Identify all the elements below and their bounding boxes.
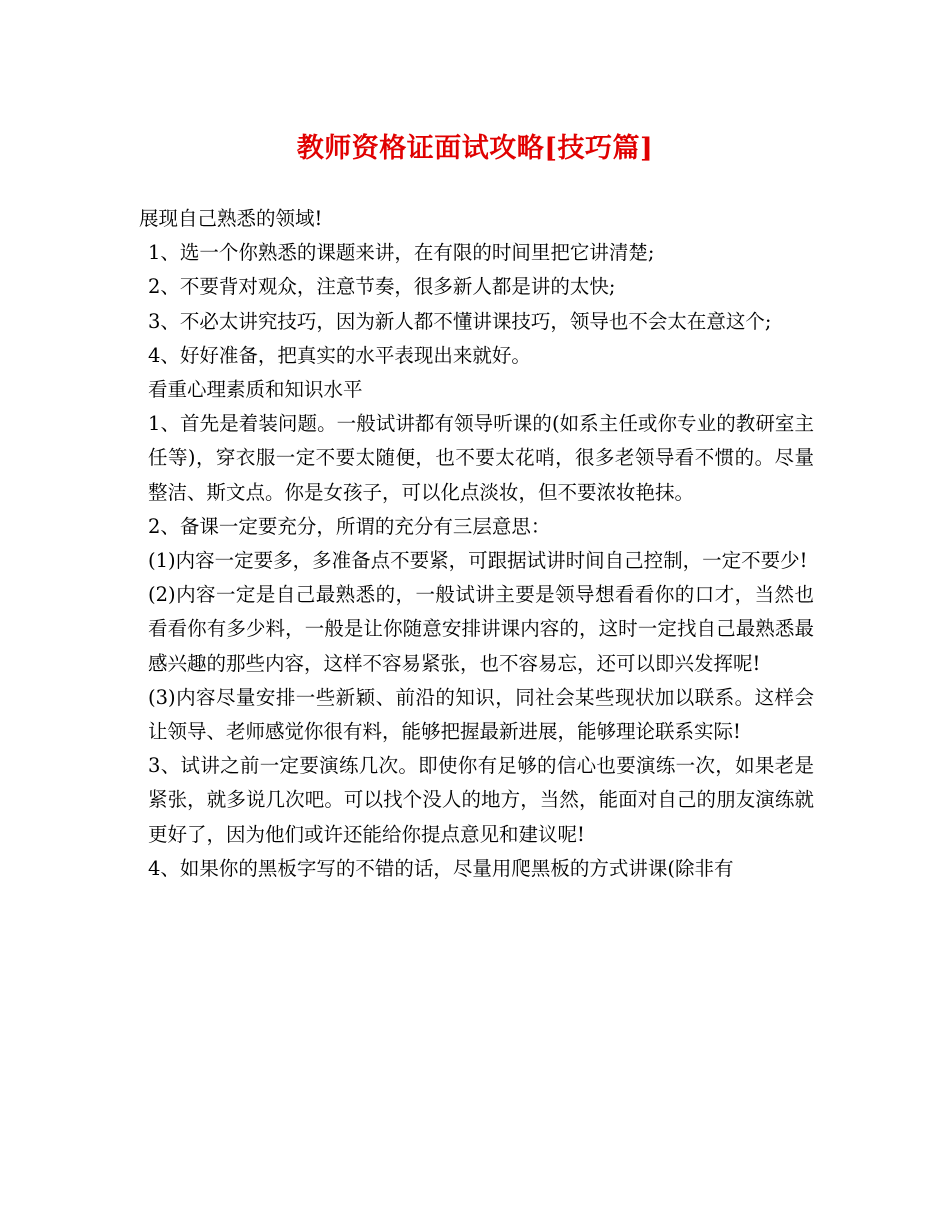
paragraph-blackboard: 4、如果你的黑板字写的不错的话，尽量用爬黑板的方式讲课(除非有 <box>148 856 734 880</box>
document-body <box>139 202 814 886</box>
paragraph-dress: 1、首先是着装问题。一般试讲都有领导听课的(如系主任或你专业的教研室主任等)，穿衣服一定不要太随便，也不要太花哨，很多老领导看不惯的。尽量整洁、斯文点。你是女孩子，可以化点淡妆，但不要浓妆艳抹。 <box>148 412 814 504</box>
paragraph-item-3: 3、不必太讲究技巧，因为新人都不懂讲课技巧，领导也不会太在意这个; <box>148 309 772 333</box>
paragraph-item-1: 1、选一个你熟悉的课题来讲，在有限的时间里把它讲清楚; <box>148 241 655 265</box>
paragraph-item-2: 2、不要背对观众，注意节奏，很多新人都是讲的太快; <box>148 275 616 299</box>
paragraph-sub-1: (1)内容一定要多，多准备点不要紧，可跟据试讲时间自己控制，一定不要少! <box>148 549 808 573</box>
paragraph-sub-2: (2)内容一定是自己最熟悉的，一般试讲主要是领导想看看你的口才，当然也看看你有多少料，一般是让你随意安排讲课内容的，这时一定找自己最熟悉最感兴趣的那些内容，这样不容易紧张，也不容易忘，还可以即兴发挥呢! <box>148 583 814 675</box>
paragraph-item-4: 4、好好准备，把真实的水平表现出来就好。 <box>148 343 531 367</box>
paragraph-heading-psychology: 看重心理素质和知识水平 <box>148 378 363 402</box>
paragraph-sub-3: (3)内容尽量安排一些新颖、前沿的知识，同社会某些现状加以联系。这样会让领导、老师感觉你很有料，能够把握最新进展，能够理论联系实际! <box>148 685 814 744</box>
document-title: 教师资格证面试攻略[技巧篇] <box>296 133 654 164</box>
paragraph-heading-familiar-field: 展现自己熟悉的领域! <box>139 207 323 230</box>
paragraph-rehearsal: 3、试讲之前一定要演练几次。即使你有足够的信心也要演练一次，如果老是紧张，就多说几次吧。可以找个没人的地方，当然，能面对自己的朋友演练就更好了，因为他们或许还能给你提点意见和建议呢! <box>148 754 814 846</box>
paragraph-preparation: 2、备课一定要充分，所谓的充分有三层意思： <box>148 514 551 538</box>
